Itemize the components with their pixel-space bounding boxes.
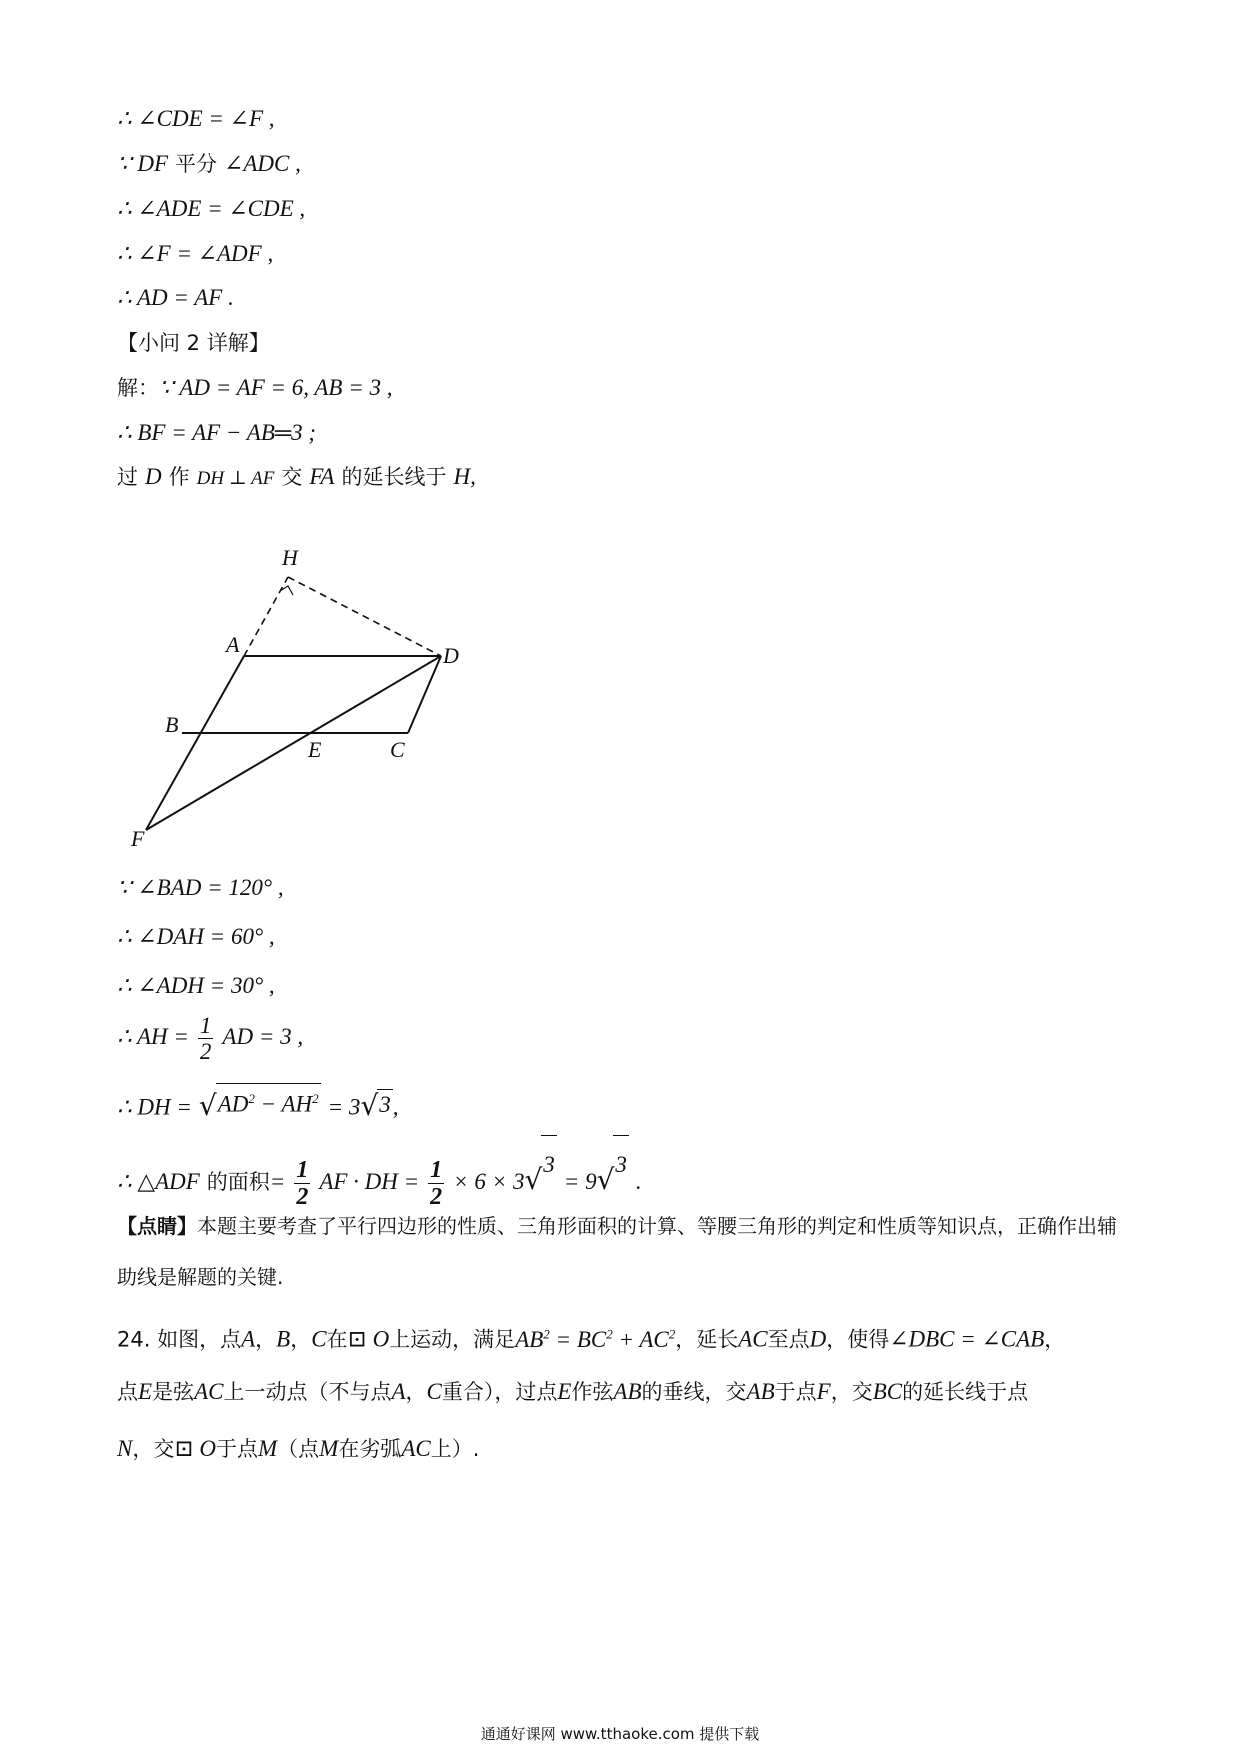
q24-l1-n: AC xyxy=(738,1326,768,1352)
solution-line-1-a: 解： xyxy=(117,376,159,400)
q24-l3-j: 上）. xyxy=(430,1437,480,1461)
q24-l2-o: 于点 xyxy=(774,1380,817,1404)
q24-l1-r: ∠DBC = ∠CAB xyxy=(889,1326,1045,1352)
solution-line-3-c: 作 xyxy=(168,465,190,489)
q24-l2-q: ，交 xyxy=(830,1380,873,1404)
area-line-e: × 6 × 3 xyxy=(453,1169,525,1194)
fraction-half xyxy=(198,1014,214,1063)
solution-line-1-b: ∵ AD = AF = 6, AB = 3 , xyxy=(159,375,393,400)
area-line-d: AF · DH = xyxy=(319,1169,420,1194)
radical-sign-icon: √ xyxy=(360,1088,379,1122)
q24-l2-l: AB xyxy=(613,1379,642,1404)
label-C: C xyxy=(390,737,405,762)
angle-line-2: ∴ ∠DAH = 60° , xyxy=(117,924,275,949)
proof-line-4: ∴ ∠F = ∠ADF , xyxy=(117,241,274,266)
question24-line-2 xyxy=(117,1377,1028,1408)
solution-line-3 xyxy=(117,462,476,494)
angle-line-3: ∴ ∠ADH = 30° , xyxy=(117,973,275,998)
label-A: A xyxy=(226,632,240,657)
proof-line-1: ∴ ∠CDE = ∠F , xyxy=(117,106,275,131)
area-line-b: 的面积 xyxy=(206,1170,270,1194)
sqrt-3-b xyxy=(597,1135,629,1194)
solution-line-3-e: 交 xyxy=(281,465,303,489)
q24-ab: AB xyxy=(515,1326,544,1352)
segment-AF xyxy=(146,656,244,830)
sqrt-ad-ah xyxy=(199,1083,321,1120)
q24-l3-e: M xyxy=(257,1436,278,1461)
area-line-i: . xyxy=(635,1169,642,1194)
q24-l1-m: ，延长 xyxy=(675,1327,739,1352)
segment-HD-dashed xyxy=(288,577,441,656)
q24-sq-2: 2 xyxy=(606,1326,613,1341)
q24-l2-j: E xyxy=(557,1379,572,1404)
fraction-numerator: 1 xyxy=(199,1012,212,1038)
q24-l3-b: ，交 xyxy=(132,1437,175,1461)
q24-sq-3: 2 xyxy=(668,1326,676,1341)
solution-line-3-h: H, xyxy=(453,464,476,489)
solution-line-3-g: 的延长线于 xyxy=(341,465,447,489)
dh-line-a: ∴ DH = xyxy=(117,1094,192,1120)
q24-l2-e: 上一动点（不与点 xyxy=(223,1380,392,1404)
solution-line-1 xyxy=(117,373,392,404)
fraction-denominator: 2 xyxy=(199,1038,212,1064)
ah-line xyxy=(117,1010,303,1064)
label-E: E xyxy=(308,737,322,762)
q24-l1-c: ， xyxy=(255,1327,277,1352)
ah-line-a: ∴ AH = xyxy=(117,1024,189,1049)
q24-l1-o: 至点 xyxy=(767,1327,810,1352)
sqrt-3-a-body: 3 xyxy=(541,1135,557,1194)
ah-line-b: AD = 3 , xyxy=(222,1024,304,1049)
q24-l3-d: 于点 xyxy=(215,1437,258,1461)
proof-line-5: ∴ AD = AF . xyxy=(117,285,234,310)
q24-l1-g: 在 xyxy=(326,1327,348,1352)
segment-CD xyxy=(408,656,441,733)
q24-l2-p: F xyxy=(816,1379,831,1404)
q24-l2-b: E xyxy=(138,1379,153,1404)
fraction-numerator-2: 1 xyxy=(430,1156,443,1183)
radical-sign-icon: √ xyxy=(198,1088,217,1122)
q24-l1-a: 24. 如图，点 xyxy=(117,1327,242,1352)
q24-l1-d: B xyxy=(276,1326,291,1352)
sqrt-3-a xyxy=(524,1135,556,1194)
q24-l2-r: BC xyxy=(872,1379,903,1404)
angle-line-1: ∵ ∠BAD = 120° , xyxy=(117,875,284,900)
q24-l2-f: A xyxy=(391,1379,406,1404)
q24-l2-d: AC xyxy=(194,1379,224,1404)
q24-l3-c: ⊡ O xyxy=(174,1436,216,1461)
sqrt-3-body: 3 xyxy=(377,1089,393,1120)
q24-l2-i: 重合），过点 xyxy=(441,1380,558,1404)
area-line-g: = 9 xyxy=(563,1169,597,1194)
question24-line-1 xyxy=(117,1319,1065,1356)
rad-ad: AD xyxy=(217,1091,249,1117)
page-footer: 通通好课网 www.tthaoke.com 提供下载 xyxy=(480,1725,760,1743)
area-line-c: = xyxy=(269,1169,286,1194)
q24-bc: = BC xyxy=(549,1326,607,1352)
comment-tag: 【点睛】 xyxy=(117,1214,197,1238)
section-header: 【小问 2 详解】 xyxy=(117,331,270,355)
sqrt-3-b-body: 3 xyxy=(613,1135,629,1194)
q24-l1-f: C xyxy=(311,1326,327,1352)
q24-l2-a: 点 xyxy=(117,1380,138,1404)
proof-line-2-c: ∠ADC , xyxy=(224,151,301,176)
solution-line-3-b: D xyxy=(145,464,162,489)
comment-block xyxy=(117,1201,1127,1303)
area-line xyxy=(117,1135,642,1210)
q24-l2-n: AB xyxy=(746,1379,775,1404)
q24-l3-f: （点 xyxy=(277,1437,320,1461)
q24-l3-a: N xyxy=(117,1436,133,1461)
proof-line-2 xyxy=(117,149,301,180)
q24-l1-h: ⊡ O xyxy=(347,1326,390,1352)
dh-line xyxy=(117,1083,399,1124)
solution-line-3-a: 过 xyxy=(117,465,138,489)
dh-line-b: = 3 xyxy=(327,1094,361,1120)
q24-l1-s: ， xyxy=(1044,1327,1066,1352)
q24-l2-c: 是弦 xyxy=(152,1380,195,1404)
q24-l2-m: 的垂线，交 xyxy=(641,1380,747,1404)
q24-l3-h: 在劣弧 xyxy=(338,1437,402,1461)
label-B: B xyxy=(165,712,179,737)
fraction-denominator-2: 2 xyxy=(430,1183,443,1210)
radical-sign-icon: √ xyxy=(524,1163,543,1196)
solution-line-3-d: DH ⊥ AF xyxy=(196,468,275,489)
parallelogram-figure xyxy=(128,540,488,860)
comment-text: 本题主要考查了平行四边形的性质、三角形面积的计算、等腰三角形的判定和性质等知识点，正确作出辅助线是解题的关键. xyxy=(117,1214,1117,1289)
label-F: F xyxy=(131,826,145,851)
q24-l2-h: C xyxy=(426,1379,442,1404)
q24-ac: + AC xyxy=(612,1326,669,1352)
q24-l2-k: 作弦 xyxy=(571,1380,614,1404)
radical-sign-icon: √ xyxy=(596,1163,615,1196)
area-line-a: ∴ △ADF xyxy=(117,1169,200,1194)
q24-l1-p: D xyxy=(809,1326,827,1352)
q24-l1-b: A xyxy=(241,1326,256,1352)
segment-AH-dashed xyxy=(244,577,288,656)
q24-l1-e: ， xyxy=(290,1327,312,1352)
solution-line-2: ∴ BF = AF − AB═3 ; xyxy=(117,420,317,445)
q24-l3-i: AC xyxy=(401,1436,431,1461)
q24-l3-g: M xyxy=(319,1436,339,1461)
label-D: D xyxy=(443,643,459,668)
rad-ah: − AH xyxy=(254,1091,313,1117)
q24-l1-i: 上运动，满足 xyxy=(389,1327,516,1352)
sqrt-3 xyxy=(360,1089,392,1120)
q24-l1-q: ，使得 xyxy=(826,1327,890,1352)
fraction-numerator-1: 1 xyxy=(296,1156,309,1183)
q24-sq-1: 2 xyxy=(543,1326,550,1341)
q24-l2-s: 的延长线于点 xyxy=(902,1380,1029,1404)
square-exp-2: 2 xyxy=(312,1091,319,1106)
fraction-denominator-1: 2 xyxy=(296,1183,309,1210)
proof-line-2-b: 平分 xyxy=(175,152,218,176)
solution-line-3-f: FA xyxy=(309,464,335,489)
q24-l2-g: ， xyxy=(405,1380,427,1404)
square-exp-1: 2 xyxy=(248,1091,255,1106)
proof-line-2-a: ∵ DF xyxy=(117,151,169,176)
label-H: H xyxy=(282,545,298,570)
q24-l1-j xyxy=(515,1327,675,1352)
question24-line-3 xyxy=(117,1434,479,1465)
dh-line-d: , xyxy=(392,1094,399,1120)
proof-line-3: ∴ ∠ADE = ∠CDE , xyxy=(117,196,306,221)
